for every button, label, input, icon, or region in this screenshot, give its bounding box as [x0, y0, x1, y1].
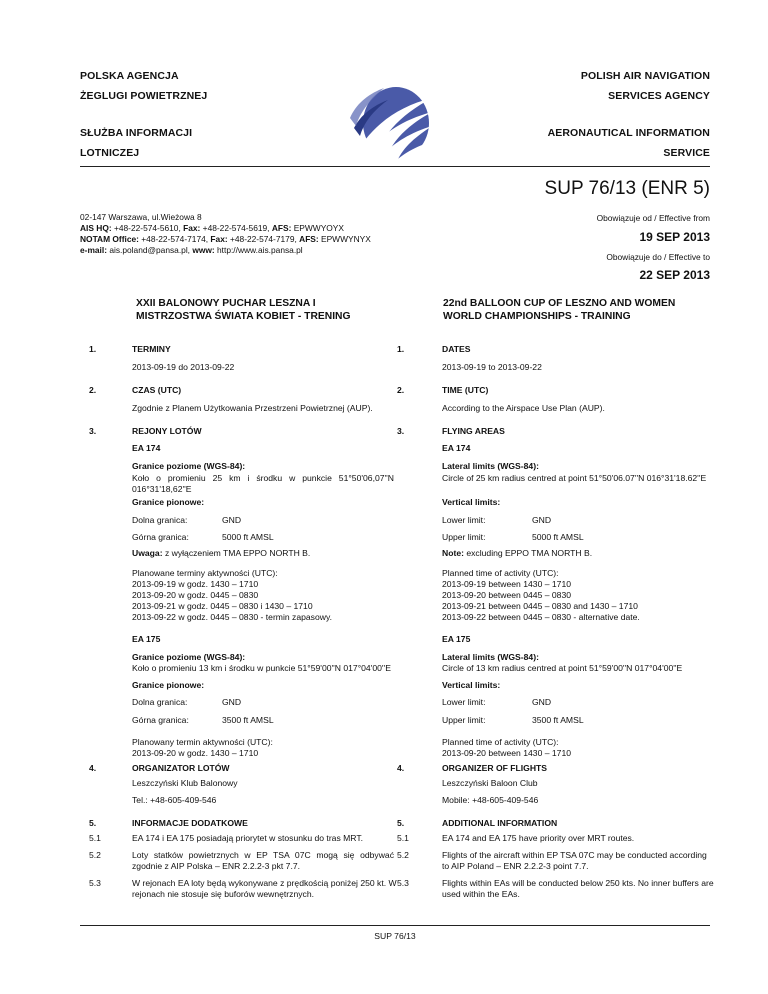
- ea174-vertical-head-en: Vertical limits:: [442, 497, 501, 507]
- section-5-2-num-en: 5.2: [397, 850, 409, 860]
- organizer-tel-pl: Tel.: +48-605-409-546: [132, 795, 217, 805]
- section-5-3-num-en: 5.3: [397, 878, 409, 888]
- section-5-1-num-pl: 5.1: [89, 833, 101, 843]
- contact-email-www: e-mail: ais.poland@pansa.pl, www: http://www.ais.pansa.pl: [80, 245, 303, 255]
- ea174-vertical-head-pl: Granice pionowe:: [132, 497, 205, 507]
- ea175-lateral-head-pl: Granice poziome (WGS-84):: [132, 652, 246, 662]
- ea175-times-en: Planned time of activity (UTC): 2013-09-20 between 1430 – 1710: [442, 737, 572, 758]
- service-name-en-line2: SERVICE: [663, 147, 710, 159]
- effective-from-label: Obowiązuje od / Effective from: [596, 213, 710, 223]
- contact-ais-hq: AIS HQ: +48-22-574-5610, Fax: +48-22-574-5619, AFS: EPWWYOYX: [80, 223, 344, 233]
- section-2-head-en: TIME (UTC): [442, 385, 489, 395]
- section-4-head-en: ORGANIZER OF FLIGHTS: [442, 763, 548, 773]
- section-5-1-num-en: 5.1: [397, 833, 409, 843]
- ea175-upper-value-en: 3500 ft AMSL: [532, 715, 584, 725]
- section-3-num-en: 3.: [397, 426, 405, 436]
- section-2-text-en: According to the Airspace Use Plan (AUP).: [442, 403, 605, 413]
- sup-identifier: SUP 76/13 (ENR 5): [544, 178, 710, 199]
- section-5-2-num-pl: 5.2: [89, 850, 101, 860]
- ea174-note-pl: Uwaga: z wyłączeniem TMA EPPO NORTH B.: [132, 548, 311, 558]
- ea175-label-pl: EA 175: [132, 634, 161, 644]
- section-2-num-pl: 2.: [89, 385, 97, 395]
- ea174-lower-label-pl: Dolna granica:: [132, 515, 188, 525]
- header-rule: [80, 166, 710, 167]
- ea174-lower-value-pl: GND: [222, 515, 242, 525]
- section-5-2-text-en: Flights of the aircraft within EP TSA 07C may be conducted according to AIP Poland – ENR 2.2.2-3 point 7.7.: [442, 850, 707, 871]
- section-2-text-pl: Zgodnie z Planem Użytkowania Przestrzeni Powietrznej (AUP).: [132, 403, 373, 413]
- service-name-pl-line2: LOTNICZEJ: [80, 147, 140, 159]
- ea174-label-pl: EA 174: [132, 443, 161, 453]
- section-1-head-pl: TERMINY: [132, 344, 171, 354]
- section-5-3-text-pl: W rejonach EA loty będą wykonywane z prędkością poniżej 250 kt. W rejonach nie stosuje się buforów wewnętrznych.: [132, 878, 397, 899]
- effective-to-label: Obowiązuje do / Effective to: [606, 252, 710, 262]
- ea174-lateral-text-en: Circle of 25 km radius centred at point 51°50'06.07''N 016°31'18.62''E: [442, 473, 707, 483]
- section-1-num-en: 1.: [397, 344, 405, 354]
- section-5-3-num-pl: 5.3: [89, 878, 101, 888]
- ea175-label-en: EA 175: [442, 634, 471, 644]
- ea174-upper-value-pl: 5000 ft AMSL: [222, 532, 274, 542]
- ea175-lateral-text-en: Circle of 13 km radius centred at point 51°59'00''N 017°04'00''E: [442, 663, 683, 673]
- title-en: 22nd BALLOON CUP OF LESZNO AND WOMEN WORLD CHAMPIONSHIPS - TRAINING: [443, 298, 676, 322]
- ea175-upper-label-pl: Górna granica:: [132, 715, 189, 725]
- section-4-num-en: 4.: [397, 763, 405, 773]
- section-5-1-text-en: EA 174 and EA 175 have priority over MRT routes.: [442, 833, 635, 843]
- ea175-times-pl: Planowany termin aktywności (UTC): 2013-09-20 w godz. 1430 – 1710: [132, 737, 273, 758]
- ea175-lower-label-pl: Dolna granica:: [132, 697, 188, 707]
- contact-notam-office: NOTAM Office: +48-22-574-7174, Fax: +48-22-574-7179, AFS: EPWWYNYX: [80, 234, 371, 244]
- ea175-lateral-text-pl: Koło o promieniu 13 km i środku w punkcie 51°59'00''N 017°04'00''E: [132, 663, 391, 673]
- organizer-name-pl: Leszczyński Klub Balonowy: [132, 778, 238, 788]
- ea175-vertical-head-pl: Granice pionowe:: [132, 680, 205, 690]
- section-1-head-en: DATES: [442, 344, 471, 354]
- effective-from-date: 19 SEP 2013: [639, 230, 710, 244]
- ea174-label-en: EA 174: [442, 443, 471, 453]
- section-4-num-pl: 4.: [89, 763, 97, 773]
- section-5-3-text-en: Flights within EAs will be conducted below 250 kts. No inner buffers are used within the EAs.: [442, 878, 714, 899]
- ea175-lower-value-pl: GND: [222, 697, 242, 707]
- section-1-num-pl: 1.: [89, 344, 97, 354]
- title-pl: XXII BALONOWY PUCHAR LESZNA I MISTRZOSTWA ŚWIATA KOBIET - TRENING: [136, 298, 351, 322]
- section-3-head-en: FLYING AREAS: [442, 426, 505, 436]
- section-3-num-pl: 3.: [89, 426, 97, 436]
- section-5-head-pl: INFORMACJE DODATKOWE: [132, 818, 248, 828]
- contact-block: [80, 212, 371, 256]
- ea174-lateral-head-en: Lateral limits (WGS-84):: [442, 461, 539, 471]
- ea174-note-en: Note: excluding EPPO TMA NORTH B.: [442, 548, 593, 558]
- section-5-2-text-pl: Loty statków powietrznych w EP TSA 07C mogą się odbywać zgodnie z AIP Polska – ENR 2.2.2-3 pkt 7.7.: [132, 850, 394, 871]
- ea174-times-pl: Planowane terminy aktywności (UTC): 2013-09-19 w godz. 1430 – 1710 2013-09-20 w godz. 0445 – 0830 2013-09-21 w godz. 0445 – 0830 i 1430 – 1710 2013-09-22 w godz. 0445 – 0830 - termin zapasowy.: [132, 568, 333, 622]
- ea175-upper-label-en: Upper limit:: [442, 715, 486, 725]
- service-name-en-line1: AERONAUTICAL INFORMATION: [547, 127, 710, 139]
- section-2-num-en: 2.: [397, 385, 405, 395]
- ea175-lateral-head-en: Lateral limits (WGS-84):: [442, 652, 539, 662]
- organizer-name-en: Leszczyński Baloon Club: [442, 778, 538, 788]
- pansa-logo-icon: [348, 78, 436, 168]
- ea174-upper-value-en: 5000 ft AMSL: [532, 532, 584, 542]
- ea174-lower-label-en: Lower limit:: [442, 515, 486, 525]
- section-5-head-en: ADDITIONAL INFORMATION: [442, 818, 558, 828]
- agency-name-pl-line1: POLSKA AGENCJA: [80, 70, 179, 82]
- agency-name-en-line2: SERVICES AGENCY: [608, 90, 710, 102]
- section-1-text-pl: 2013-09-19 do 2013-09-22: [132, 362, 235, 372]
- ea174-upper-label-pl: Górna granica:: [132, 532, 189, 542]
- ea174-lateral-text-pl: Koło o promieniu 25 km i środku w punkcie 51°50'06,07''N 016°31'18,62''E: [132, 473, 394, 494]
- contact-address: 02-147 Warszawa, ul.Wieżowa 8: [80, 212, 202, 222]
- section-1-text-en: 2013-09-19 to 2013-09-22: [442, 362, 542, 372]
- ea174-lateral-head-pl: Granice poziome (WGS-84):: [132, 461, 246, 471]
- service-name-pl-line1: SŁUŻBA INFORMACJI: [80, 127, 193, 139]
- section-5-num-pl: 5.: [89, 818, 97, 828]
- footer-page-id: SUP 76/13: [374, 931, 416, 941]
- section-4-head-pl: ORGANIZATOR LOTÓW: [132, 763, 230, 773]
- ea175-lower-value-en: GND: [532, 697, 552, 707]
- section-5-num-en: 5.: [397, 818, 405, 828]
- ea175-vertical-head-en: Vertical limits:: [442, 680, 501, 690]
- ea174-upper-label-en: Upper limit:: [442, 532, 486, 542]
- ea174-times-en: Planned time of activity (UTC): 2013-09-19 between 1430 – 1710 2013-09-20 between 0445 – 0830 2013-09-21 between 0445 – 0830 and 1430 – 1710 2013-09-22 between 0445 – 0830 - alternative date.: [442, 568, 640, 622]
- ea175-upper-value-pl: 3500 ft AMSL: [222, 715, 274, 725]
- section-2-head-pl: CZAS (UTC): [132, 385, 182, 395]
- section-3-head-pl: REJONY LOTÓW: [132, 426, 202, 436]
- agency-name-en-line1: POLISH AIR NAVIGATION: [580, 70, 710, 82]
- agency-name-pl-line2: ŻEGLUGI POWIETRZNEJ: [80, 90, 208, 102]
- ea174-lower-value-en: GND: [532, 515, 552, 525]
- effective-to-date: 22 SEP 2013: [639, 268, 710, 282]
- organizer-tel-en: Mobile: +48-605-409-546: [442, 795, 539, 805]
- section-5-1-text-pl: EA 174 i EA 175 posiadają priorytet w stosunku do tras MRT.: [132, 833, 364, 843]
- ea175-lower-label-en: Lower limit:: [442, 697, 486, 707]
